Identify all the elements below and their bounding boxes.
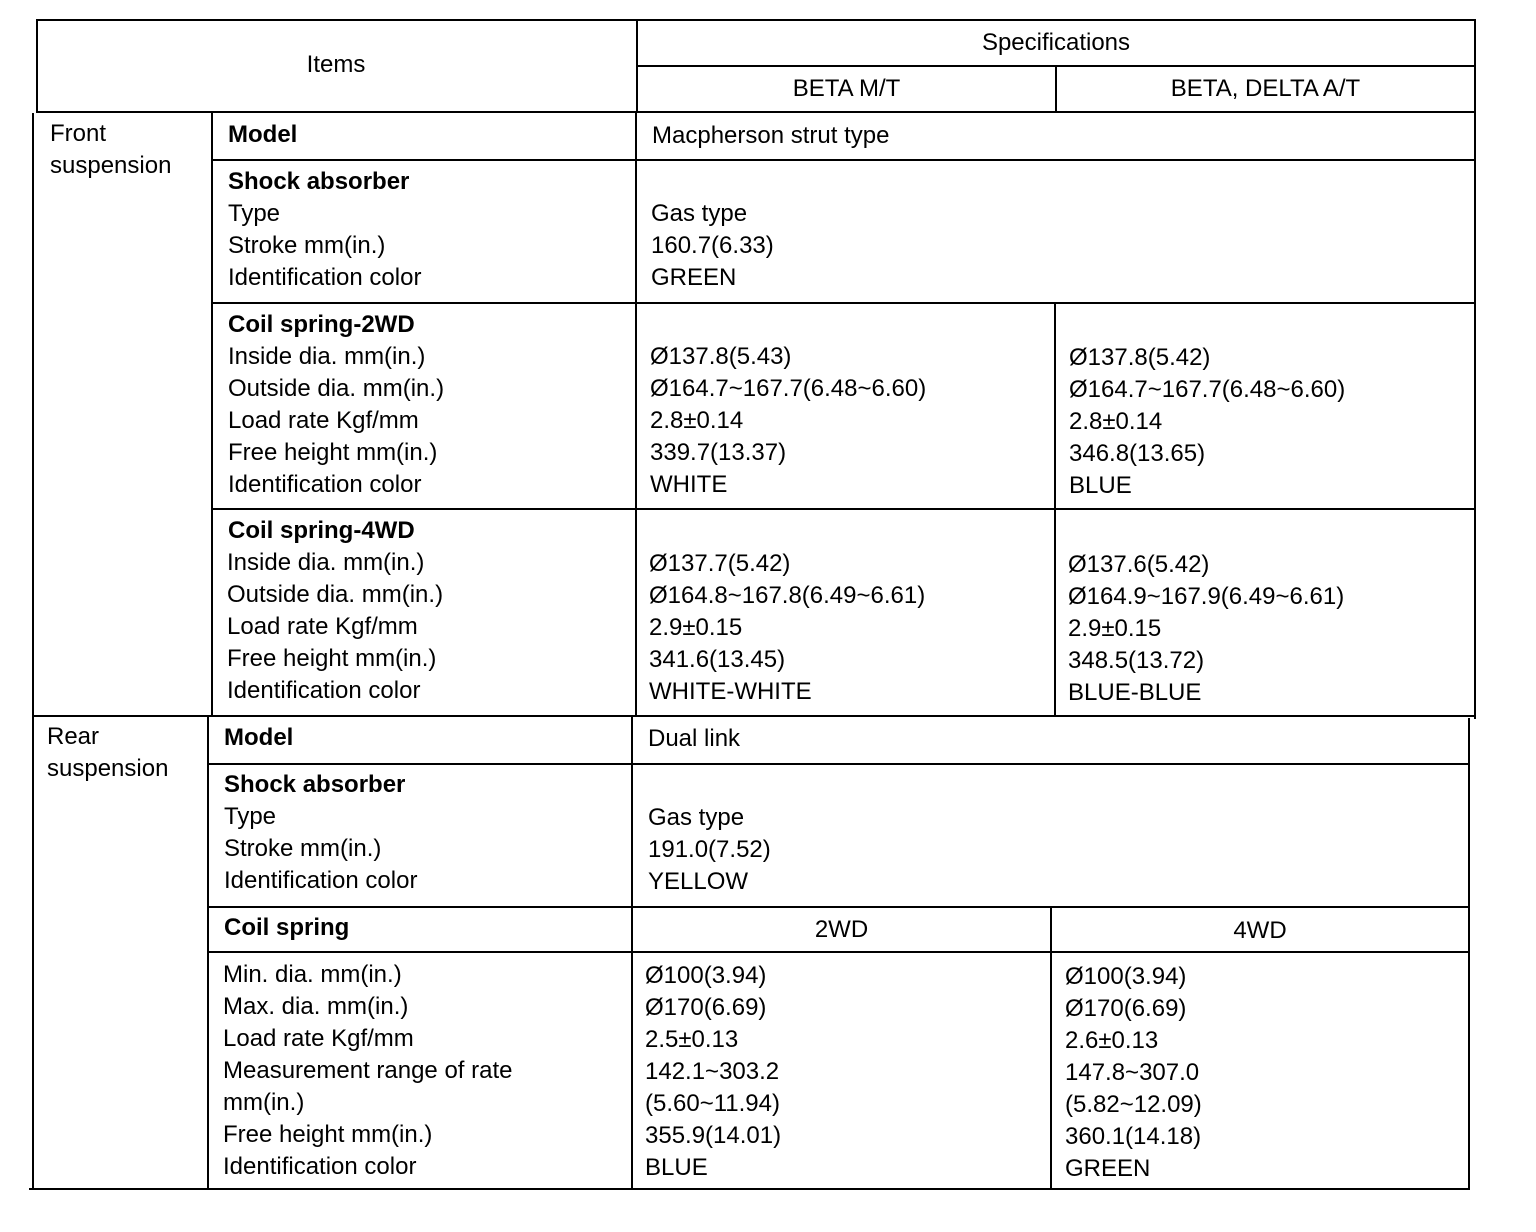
rear-spec-divider <box>631 717 633 1190</box>
rear-shock-label: Identification color <box>224 867 418 894</box>
front-shock-label: Identification color <box>228 264 422 291</box>
front-coil-4wd-label: Load rate Kgf/mm <box>227 613 418 640</box>
front-coil-2wd-beta-mt: 2.8±0.14 <box>650 407 744 434</box>
rear-coil-2wd-value: Ø170(6.69) <box>645 994 767 1021</box>
rear-row-line <box>209 763 1470 765</box>
rear-row-line <box>209 951 1470 953</box>
rear-coil-4wd-value: 147.8~307.0 <box>1065 1059 1200 1086</box>
table-border-top <box>36 19 1476 21</box>
front-coil-4wd-label: Identification color <box>227 677 421 704</box>
rear-coil-4wd-value: 360.1(14.18) <box>1065 1123 1202 1150</box>
rear-shock-label: Stroke mm(in.) <box>224 835 382 862</box>
rear-coil-2wd-value: (5.60~11.94) <box>645 1090 780 1117</box>
rear-shock-value: YELLOW <box>648 868 749 895</box>
front-group-divider <box>211 113 213 717</box>
front-coil-column-divider <box>1054 302 1056 717</box>
rear-coil-2wd-value: 355.9(14.01) <box>645 1122 782 1149</box>
front-model-label: Model <box>228 121 298 148</box>
rear-coil-4wd-value: (5.82~12.09) <box>1065 1091 1202 1118</box>
rear-coil-col-4wd: 4WD <box>1233 917 1287 944</box>
front-row-line <box>213 159 1476 161</box>
rear-shock-label: Type <box>224 803 277 830</box>
rear-coil-title: Coil spring <box>224 914 350 941</box>
front-shock-label: Type <box>228 200 281 227</box>
table-border-right <box>1468 718 1470 1190</box>
header-beta-mt: BETA M/T <box>792 75 901 102</box>
rear-coil-label: Free height mm(in.) <box>223 1121 433 1148</box>
front-coil-2wd-label: Inside dia. mm(in.) <box>228 343 426 370</box>
rear-shock-title: Shock absorber <box>224 771 406 798</box>
header-beta-delta-at: BETA, DELTA A/T <box>1170 75 1361 102</box>
rear-model-label: Model <box>224 724 294 751</box>
rear-shock-value: Gas type <box>648 804 745 831</box>
table-border-right <box>1474 19 1476 719</box>
front-coil-2wd-title: Coil spring-2WD <box>228 311 415 338</box>
front-coil-2wd-beta-delta-at: Ø164.7~167.7(6.48~6.60) <box>1069 376 1346 403</box>
front-row-line <box>213 508 1476 510</box>
rear-coil-4wd-value: Ø170(6.69) <box>1065 995 1187 1022</box>
header-bottom-line <box>36 111 1476 113</box>
table-border-left <box>32 113 34 1190</box>
front-coil-4wd-beta-mt: WHITE-WHITE <box>649 678 812 705</box>
rear-row-line <box>209 906 1470 908</box>
rear-coil-label: mm(in.) <box>223 1089 305 1116</box>
front-coil-4wd-beta-delta-at: Ø137.6(5.42) <box>1068 551 1210 578</box>
rear-coil-label: Identification color <box>223 1153 417 1180</box>
rear-model-value: Dual link <box>648 725 741 752</box>
front-coil-2wd-beta-delta-at: 346.8(13.65) <box>1069 440 1206 467</box>
front-coil-4wd-beta-delta-at: Ø164.9~167.9(6.49~6.61) <box>1068 583 1345 610</box>
front-coil-2wd-beta-mt: 339.7(13.37) <box>650 439 787 466</box>
front-coil-2wd-label: Load rate Kgf/mm <box>228 407 419 434</box>
front-rear-divider <box>32 715 1476 717</box>
rear-coil-label: Min. dia. mm(in.) <box>223 961 402 988</box>
front-coil-2wd-beta-delta-at: 2.8±0.14 <box>1069 408 1163 435</box>
front-coil-2wd-beta-mt: Ø137.8(5.43) <box>650 343 792 370</box>
rear-group-label: Rear <box>47 723 100 750</box>
rear-coil-column-divider <box>1050 906 1052 1190</box>
table-border-bottom <box>29 1188 1469 1190</box>
front-coil-2wd-label: Free height mm(in.) <box>228 439 438 466</box>
front-coil-4wd-label: Free height mm(in.) <box>227 645 437 672</box>
front-coil-2wd-beta-mt: Ø164.7~167.7(6.48~6.60) <box>650 375 927 402</box>
front-group-label: suspension <box>50 152 172 179</box>
rear-group-divider <box>207 717 209 1190</box>
front-coil-4wd-beta-mt: 341.6(13.45) <box>649 646 786 673</box>
header-specifications: Specifications <box>981 29 1131 56</box>
rear-coil-col-2wd: 2WD <box>814 916 869 943</box>
rear-coil-4wd-value: GREEN <box>1065 1155 1151 1182</box>
front-coil-2wd-beta-delta-at: Ø137.8(5.42) <box>1069 344 1211 371</box>
header-items: Items <box>306 51 366 78</box>
rear-coil-4wd-value: Ø100(3.94) <box>1065 963 1187 990</box>
front-coil-4wd-title: Coil spring-4WD <box>228 517 415 544</box>
front-coil-4wd-beta-mt: Ø164.8~167.8(6.49~6.61) <box>649 582 926 609</box>
rear-group-label: suspension <box>47 755 169 782</box>
front-coil-2wd-beta-delta-at: BLUE <box>1069 472 1132 499</box>
front-shock-label: Stroke mm(in.) <box>228 232 386 259</box>
front-shock-value: 160.7(6.33) <box>651 232 774 259</box>
rear-coil-label: Measurement range of rate <box>223 1057 513 1084</box>
front-coil-4wd-label: Outside dia. mm(in.) <box>227 581 444 608</box>
front-shock-value: GREEN <box>651 264 737 291</box>
rear-shock-value: 191.0(7.52) <box>648 836 771 863</box>
rear-coil-label: Max. dia. mm(in.) <box>223 993 409 1020</box>
front-row-line <box>213 302 1476 304</box>
front-coil-2wd-label: Outside dia. mm(in.) <box>228 375 445 402</box>
front-coil-4wd-beta-delta-at: 348.5(13.72) <box>1068 647 1205 674</box>
front-coil-4wd-label: Inside dia. mm(in.) <box>227 549 425 576</box>
rear-coil-2wd-value: BLUE <box>645 1154 708 1181</box>
front-coil-4wd-beta-mt: Ø137.7(5.42) <box>649 550 791 577</box>
front-coil-2wd-label: Identification color <box>228 471 422 498</box>
front-coil-2wd-beta-mt: WHITE <box>650 471 728 498</box>
rear-coil-2wd-value: 2.5±0.13 <box>645 1026 739 1053</box>
rear-coil-4wd-value: 2.6±0.13 <box>1065 1027 1159 1054</box>
front-group-label: Front <box>50 120 107 147</box>
front-coil-4wd-beta-mt: 2.9±0.15 <box>649 614 743 641</box>
rear-coil-2wd-value: 142.1~303.2 <box>645 1058 780 1085</box>
front-spec-divider <box>635 113 637 717</box>
front-coil-4wd-beta-delta-at: 2.9±0.15 <box>1068 615 1162 642</box>
rear-coil-2wd-value: Ø100(3.94) <box>645 962 767 989</box>
front-coil-4wd-beta-delta-at: BLUE-BLUE <box>1068 679 1202 706</box>
front-model-value: Macpherson strut type <box>652 122 890 149</box>
front-shock-value: Gas type <box>651 200 748 227</box>
rear-coil-label: Load rate Kgf/mm <box>223 1025 414 1052</box>
front-shock-title: Shock absorber <box>228 168 410 195</box>
